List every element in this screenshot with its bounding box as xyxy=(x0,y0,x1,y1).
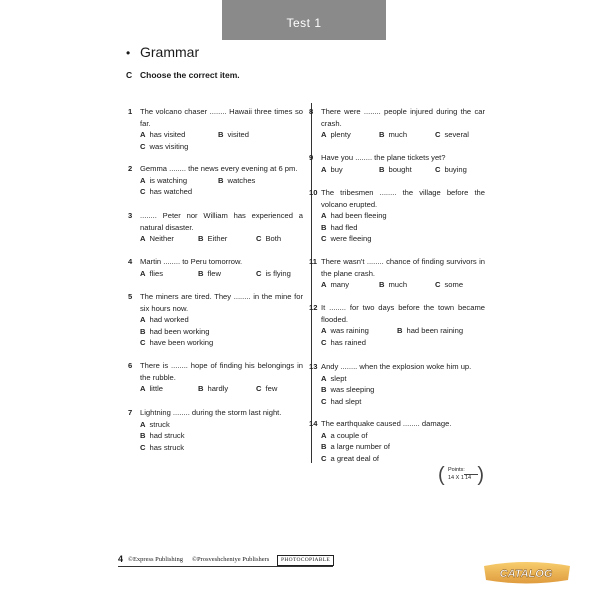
question-6 xyxy=(128,360,303,395)
option-c[interactable]: C several xyxy=(435,130,469,140)
question-stem: Have you ........ the plane tickets yet? xyxy=(321,153,446,162)
option-b[interactable]: B bought xyxy=(379,164,412,174)
publisher-express: ©Express Publishing xyxy=(128,556,183,563)
points-total: 14 xyxy=(465,475,472,481)
option-b[interactable]: B visited xyxy=(218,130,250,140)
option-a[interactable]: A buy xyxy=(321,164,343,174)
question-7 xyxy=(128,407,303,453)
question-number: 11 xyxy=(309,257,318,266)
question-13 xyxy=(309,361,485,407)
right-bracket: ) xyxy=(477,464,484,486)
option-b[interactable]: B flew xyxy=(198,268,221,278)
question-number: 5 xyxy=(128,292,133,301)
option-a[interactable]: A little xyxy=(140,384,163,394)
question-stem: Gemma ........ the news every evening at 6 pm. xyxy=(140,164,298,173)
photocopiable-badge: PHOTOCOPIABLE xyxy=(277,555,334,566)
question-number: 6 xyxy=(128,361,133,370)
question-number: 9 xyxy=(309,153,314,162)
option-b[interactable]: B much xyxy=(379,130,408,140)
question-number: 1 xyxy=(128,107,133,116)
question-number: 10 xyxy=(309,188,318,197)
option-c[interactable]: C some xyxy=(435,280,464,290)
question-number: 14 xyxy=(309,419,318,428)
option-a[interactable]: A had been fleeing xyxy=(321,211,387,221)
option-b[interactable]: B a large number of xyxy=(321,442,391,452)
question-9 xyxy=(309,152,485,175)
footer xyxy=(118,554,448,566)
question-stem: There is ........ hope of finding his belongings in the rubble. xyxy=(140,361,303,382)
catalog-logo-icon xyxy=(478,560,574,586)
question-stem: Andy ........ when the explosion woke him up. xyxy=(321,362,472,371)
option-a[interactable]: A is watching xyxy=(140,175,188,185)
option-a[interactable]: A was raining xyxy=(321,326,369,336)
option-b[interactable]: B had been raining xyxy=(397,326,464,336)
question-4 xyxy=(128,256,303,279)
section-title xyxy=(126,44,199,60)
option-c[interactable]: C was visiting xyxy=(140,141,189,151)
instruction-letter: C xyxy=(126,70,133,80)
question-number: 13 xyxy=(309,362,318,371)
question-number: 7 xyxy=(128,408,133,417)
test-header xyxy=(222,0,386,40)
option-c[interactable]: C has watched xyxy=(140,187,193,197)
option-a[interactable]: A has visited xyxy=(140,130,186,140)
question-14 xyxy=(309,418,485,464)
option-b[interactable]: B had struck xyxy=(140,431,185,441)
option-a[interactable]: A had worked xyxy=(140,315,189,325)
question-number: 8 xyxy=(309,107,314,116)
option-a[interactable]: A struck xyxy=(140,419,170,429)
footer-rule xyxy=(118,566,333,567)
instruction xyxy=(126,70,240,80)
option-b[interactable]: B had been working xyxy=(140,326,210,336)
question-stem: It ........ for two days before the town became flooded. xyxy=(321,303,485,324)
section-title-text: Grammar xyxy=(140,44,200,60)
question-5 xyxy=(128,291,303,349)
option-c[interactable]: C buying xyxy=(435,164,467,174)
question-10 xyxy=(309,187,485,245)
option-a[interactable]: A slept xyxy=(321,373,347,383)
option-b[interactable]: B hardly xyxy=(198,384,229,394)
option-c[interactable]: C has struck xyxy=(140,442,185,452)
option-b[interactable]: B was sleeping xyxy=(321,385,375,395)
points-calc: 14 X 1 xyxy=(448,475,464,481)
option-b[interactable]: B watches xyxy=(218,175,256,185)
question-stem: There were ........ people injured during the car crash. xyxy=(321,107,485,128)
question-12 xyxy=(309,302,485,348)
points-box xyxy=(438,466,484,488)
question-stem: The volcano chaser ........ Hawaii three times so far. xyxy=(140,107,303,128)
points-label: Points: xyxy=(448,467,465,473)
question-stem: The miners are tired. They ........ in the mine for six hours now. xyxy=(140,292,303,313)
instruction-text: Choose the correct item. xyxy=(140,70,240,80)
question-stem: Lightning ........ during the storm last night. xyxy=(140,408,282,417)
question-stem: ........ Peter nor William has experienced a natural disaster. xyxy=(140,211,303,232)
option-c[interactable]: C a great deal of xyxy=(321,453,380,463)
option-c[interactable]: C few xyxy=(256,384,278,394)
section-bullet: • xyxy=(126,46,131,60)
question-stem: The earthquake caused ........ damage. xyxy=(321,419,452,428)
question-1 xyxy=(128,106,303,152)
watermark-text: CATALOG xyxy=(499,568,553,580)
question-number: 4 xyxy=(128,257,133,266)
question-number: 2 xyxy=(128,164,133,173)
question-8 xyxy=(309,106,485,141)
question-number: 3 xyxy=(128,211,133,220)
option-a[interactable]: A many xyxy=(321,280,350,290)
publisher-prosveshcheniye: ©Prosveshcheniye Publishers xyxy=(192,556,270,563)
test-title: Test 1 xyxy=(286,16,322,30)
question-11 xyxy=(309,256,485,291)
question-number: 12 xyxy=(309,303,318,312)
option-b[interactable]: B much xyxy=(379,280,408,290)
question-stem: Martin ........ to Peru tomorrow. xyxy=(140,257,243,266)
option-c[interactable]: C had slept xyxy=(321,396,362,406)
question-stem: There wasn't ........ chance of finding survivors in the plane crash. xyxy=(321,257,485,278)
option-c[interactable]: C were fleeing xyxy=(321,234,372,244)
page-number: 4 xyxy=(118,554,124,564)
catalog-watermark-logo xyxy=(478,560,574,586)
left-bracket: ( xyxy=(438,464,445,486)
option-c[interactable]: C has rained xyxy=(321,337,366,347)
option-a[interactable]: A Neither xyxy=(140,234,174,244)
option-c[interactable]: C have been working xyxy=(140,338,214,348)
option-c[interactable]: C is flying xyxy=(256,268,291,278)
question-stem: The tribesmen ........ the village before the volcano erupted. xyxy=(321,188,485,209)
option-c[interactable]: C Both xyxy=(256,234,282,244)
question-2 xyxy=(128,163,303,198)
option-b[interactable]: B had fled xyxy=(321,222,358,232)
option-a[interactable]: A flies xyxy=(140,268,163,278)
option-a[interactable]: A a couple of xyxy=(321,430,368,440)
question-3 xyxy=(128,210,303,245)
option-b[interactable]: B Either xyxy=(198,234,228,244)
option-a[interactable]: A plenty xyxy=(321,130,351,140)
